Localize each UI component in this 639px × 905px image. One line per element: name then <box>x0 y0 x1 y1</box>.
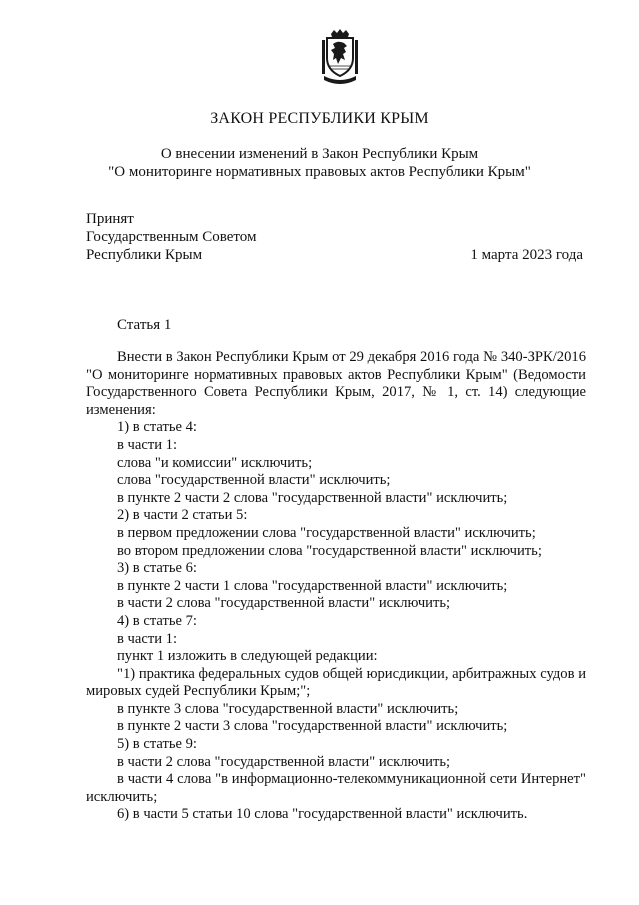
adopted-line: Принят <box>86 211 134 227</box>
paragraph: Внести в Закон Республики Крым от 29 декабря 2016 года № 340-ЗРК/2016 "О мониторинге нормативных правовых актов Республики Крым" (Ведомости Государственного Совета Республики Крым, 2017, № 1, ст. 14) следующие изменения: <box>86 349 586 418</box>
adopted-block <box>86 210 257 264</box>
paragraph: в пункте 2 части 2 слова "государственной власти" исключить; <box>117 489 508 506</box>
paragraph: во втором предложении слова "государственной власти" исключить; <box>117 542 542 559</box>
coat-of-arms-icon <box>318 28 362 86</box>
subtitle-line: "О мониторинге нормативных правовых актов Республики Крым" <box>108 164 531 180</box>
paragraph: в первом предложении слова "государственной власти" исключить; <box>117 524 536 541</box>
adoption-date: 1 марта 2023 года <box>470 247 583 263</box>
paragraph: слова "и комиссии" исключить; <box>117 454 313 471</box>
paragraph: в части 4 слова "в информационно-телекоммуникационной сети Интернет" исключить; <box>86 771 586 805</box>
law-title: ЗАКОН РЕСПУБЛИКИ КРЫМ <box>210 110 429 127</box>
adopted-line: Республики Крым <box>86 247 203 263</box>
paragraph: в пункте 3 слова "государственной власти" исключить; <box>117 700 459 717</box>
paragraph: слова "государственной власти" исключить; <box>117 472 391 489</box>
subtitle-line: О внесении изменений в Закон Республики Крым <box>160 146 479 162</box>
paragraph: в пункте 2 части 3 слова "государственной власти" исключить; <box>117 718 508 735</box>
paragraph: 2) в части 2 статьи 5: <box>117 507 248 524</box>
paragraph: 4) в статье 7: <box>117 612 197 629</box>
paragraph: 3) в статье 6: <box>117 560 197 577</box>
law-subtitle <box>0 145 639 181</box>
article-body <box>86 349 586 824</box>
paragraph: 5) в статье 9: <box>117 736 197 753</box>
paragraph: в части 2 слова "государственной власти" исключить; <box>117 753 451 770</box>
paragraph: пункт 1 изложить в следующей редакции: <box>117 648 378 665</box>
paragraph: в части 2 слова "государственной власти" исключить; <box>117 595 451 612</box>
article-heading: Статья 1 <box>117 317 172 333</box>
paragraph: 6) в части 5 статьи 10 слова "государственной власти" исключить. <box>117 806 528 823</box>
paragraph: в части 1: <box>117 436 178 453</box>
adopted-line: Государственным Советом <box>86 229 257 245</box>
paragraph: в пункте 2 части 1 слова "государственной власти" исключить; <box>117 577 508 594</box>
paragraph: в части 1: <box>117 630 178 647</box>
paragraph: 1) в статье 4: <box>117 419 197 436</box>
paragraph: "1) практика федеральных судов общей юрисдикции, арбитражных судов и мировых судей Республики Крым;"; <box>86 665 586 700</box>
